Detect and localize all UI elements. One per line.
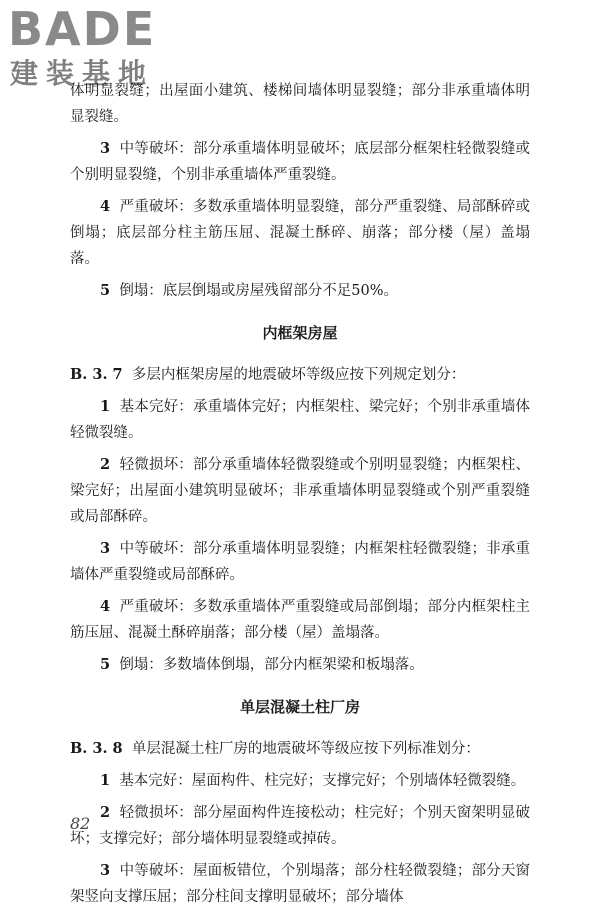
clause-number: B. 3. 8 xyxy=(70,740,123,757)
item-number: 4 xyxy=(100,598,111,615)
item-number: 2 xyxy=(100,804,111,821)
clause-intro xyxy=(70,736,530,762)
item-text: 中等破坏：部分承重墙体明显破坏；底层部分框架柱轻微裂缝或个别明显裂缝，个别非承重墙体严重裂缝。 xyxy=(70,141,531,183)
item-text: 基本完好：屋面构件、柱完好；支撑完好；个别墙体轻微裂缝。 xyxy=(119,773,526,789)
list-item xyxy=(70,652,530,678)
list-item xyxy=(70,278,530,304)
logo-subtitle: 建装基地 xyxy=(10,57,155,90)
list-item xyxy=(70,452,530,530)
section-heading: 单层混凝土柱厂房 xyxy=(239,698,360,716)
logo-title: BADE xyxy=(8,2,157,56)
clause-number: B. 3. 7 xyxy=(70,366,123,383)
section-heading: 内框架房屋 xyxy=(262,324,338,342)
item-text: 严重破坏：多数承重墙体严重裂缝或局部倒塌；部分内框架柱主筋压屈、混凝土酥碎崩落；部分楼（屋）盖塌落。 xyxy=(70,599,531,641)
item-number: 3 xyxy=(100,540,111,557)
item-number: 2 xyxy=(100,456,111,473)
clause-intro xyxy=(70,362,530,388)
item-text: 中等破坏：部分承重墙体明显裂缝；内框架柱轻微裂缝；非承重墙体严重裂缝或局部酥碎。 xyxy=(70,541,531,583)
list-item xyxy=(70,136,530,188)
page-number: 82 xyxy=(70,814,91,833)
list-item xyxy=(70,394,530,446)
paragraph-text: 体明显裂缝；出屋面小建筑、楼梯间墙体明显裂缝；部分非承重墙体明显裂缝。 xyxy=(70,83,530,125)
list-item xyxy=(70,800,530,852)
list-item xyxy=(70,594,530,646)
item-number: 3 xyxy=(100,140,111,157)
item-text: 轻微损坏：部分承重墙体轻微裂缝或个别明显裂缝；内框架柱、梁完好；出屋面小建筑明显破坏；非承重墙体明显裂缝或个别严重裂缝或局部酥碎。 xyxy=(70,457,531,525)
list-item xyxy=(70,536,530,588)
paragraph-continuation xyxy=(70,78,530,130)
item-number: 5 xyxy=(100,656,111,673)
document-body xyxy=(70,78,530,916)
clause-text: 单层混凝土柱厂房的地震破坏等级应按下列标准划分： xyxy=(131,741,480,757)
item-text: 轻微损坏：部分屋面构件连接松动；柱完好；个别天窗架明显破坏；支撑完好；部分墙体明显裂缝或掉砖。 xyxy=(70,805,531,847)
clause-text: 多层内框架房屋的地震破坏等级应按下列规定划分： xyxy=(131,367,466,383)
item-text: 严重破坏：多数承重墙体明显裂缝，部分严重裂缝、局部酥碎或倒塌；底层部分柱主筋压屈、混凝土酥碎、崩落；部分楼（屋）盖塌落。 xyxy=(70,199,531,267)
item-number: 1 xyxy=(100,772,111,789)
item-number: 4 xyxy=(100,198,111,215)
item-text: 倒塌：底层倒塌或房屋残留部分不足50%。 xyxy=(119,283,399,299)
item-text: 中等破坏：屋面板错位，个别塌落；部分柱轻微裂缝；部分天窗架竖向支撑压屈；部分柱间支撑明显破坏；部分墙体 xyxy=(70,863,531,905)
list-item xyxy=(70,858,530,910)
item-number: 3 xyxy=(100,862,111,879)
item-text: 倒塌：多数墙体倒塌，部分内框架梁和板塌落。 xyxy=(119,657,424,673)
item-number: 1 xyxy=(100,398,111,415)
item-text: 基本完好：承重墙体完好；内框架柱、梁完好；个别非承重墙体轻微裂缝。 xyxy=(70,399,531,441)
item-number: 5 xyxy=(100,282,111,299)
list-item xyxy=(70,194,530,272)
list-item xyxy=(70,768,530,794)
